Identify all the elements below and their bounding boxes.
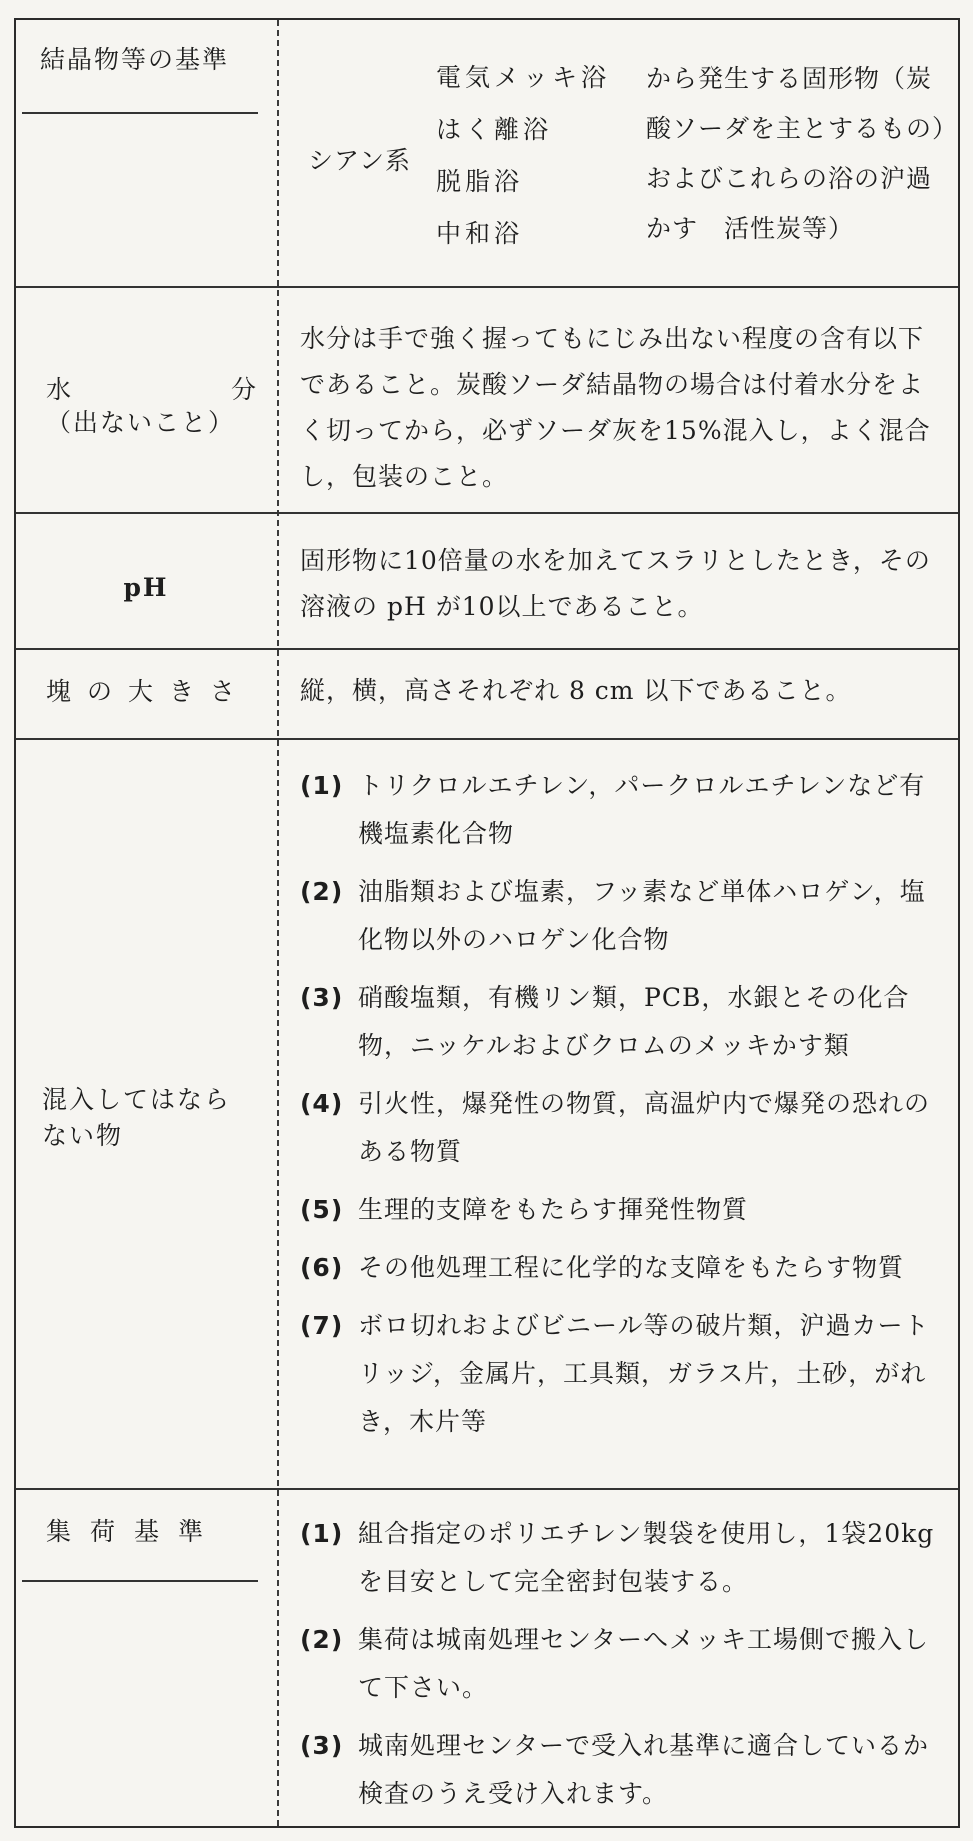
row-label-ph: pH	[123, 573, 169, 602]
size-text: 縦，横，高さそれぞれ 8 cm 以下であること。	[300, 676, 852, 705]
item-number: (2)	[300, 877, 344, 906]
moisture-text: 水分は手で強く握ってもにじみ出ない程度の含有以下であること。炭酸ソーダ結晶物の場合は付着水分をよく切ってから，必ずソーダ灰を15%混入し，よく混合し，包装のこと。	[300, 324, 931, 491]
list-item	[300, 762, 950, 858]
list-item	[300, 1722, 950, 1818]
list-item	[300, 1244, 950, 1292]
row-label-size: 塊の大きさ	[46, 677, 252, 706]
moisture-label-right: 分	[230, 375, 258, 404]
prohibited-list	[300, 762, 950, 1456]
bath-electroplating: 電気メッキ浴	[436, 63, 611, 92]
item-text: 生理的支障をもたらす揮発性物質	[358, 1195, 749, 1224]
row-divider	[16, 648, 958, 650]
collection-list	[300, 1510, 950, 1828]
item-number: (2)	[300, 1625, 344, 1654]
item-number: (6)	[300, 1253, 344, 1282]
row-label-moisture	[46, 374, 258, 439]
bath-stripping: はく離浴	[436, 115, 553, 144]
moisture-label-left: 水	[46, 375, 74, 404]
standards-table	[14, 18, 960, 1828]
item-number: (3)	[300, 1731, 344, 1760]
ph-text: 固形物に10倍量の水を加えてスラリとしたとき，その溶液の pH が10以上であること。	[300, 546, 931, 621]
bath-neutralizing: 中和浴	[436, 219, 524, 248]
item-text: ボロ切れおよびビニール等の破片類，沪過カートリッジ，金属片，工具類，ガラス片，土砂，がれき，木片等	[358, 1311, 930, 1436]
item-text: トリクロルエチレン，パークロルエチレンなど有機塩素化合物	[358, 771, 926, 848]
row-divider	[16, 286, 958, 288]
item-number: (1)	[300, 1519, 344, 1548]
item-number: (3)	[300, 983, 344, 1012]
bath-degreasing: 脱脂浴	[436, 167, 524, 196]
item-number: (7)	[300, 1311, 344, 1340]
item-text: 硝酸塩類，有機リン類，PCB，水銀とその化合物，ニッケルおよびクロムのメッキかす類	[358, 983, 910, 1060]
moisture-label-sub: （出ないこと）	[46, 407, 236, 437]
item-text: 引火性，爆発性の物質，高温炉内で爆発の恐れのある物質	[358, 1089, 931, 1166]
item-text: 油脂類および塩素，フッ素など単体ハロゲン，塩化物以外のハロゲン化合物	[358, 877, 926, 954]
column-divider	[277, 20, 279, 1826]
row-label-collection: 集荷基準	[46, 1517, 223, 1546]
list-item	[300, 974, 950, 1070]
label-underline-collection	[22, 1580, 258, 1582]
row-label-crystal: 結晶物等の基準	[40, 45, 230, 74]
item-number: (4)	[300, 1089, 344, 1118]
bath-list	[436, 52, 636, 260]
list-item	[300, 1302, 950, 1446]
row-divider	[16, 738, 958, 740]
row-divider	[16, 1488, 958, 1490]
crystal-description: から発生する固形物（炭酸ソーダを主とするもの）およびこれらの浴の沪過かす 活性炭等）	[646, 64, 946, 243]
item-number: (1)	[300, 771, 344, 800]
item-text: 城南処理センターで受入れ基準に適合しているか検査のうえ受け入れます。	[358, 1731, 930, 1808]
cyan-label: シアン系	[308, 146, 412, 175]
list-item	[300, 1616, 950, 1712]
list-item	[300, 1186, 950, 1234]
list-item	[300, 1510, 950, 1606]
item-number: (5)	[300, 1195, 344, 1224]
list-item	[300, 1080, 950, 1176]
item-text: 組合指定のポリエチレン製袋を使用し，1袋20kg を目安として完全密封包装する。	[358, 1519, 935, 1596]
item-text: 集荷は城南処理センターへメッキ工場側で搬入して下さい。	[358, 1625, 930, 1702]
item-text: その他処理工程に化学的な支障をもたらす物質	[358, 1253, 905, 1282]
label-underline-crystal	[22, 112, 258, 114]
row-divider	[16, 512, 958, 514]
row-label-prohibited: 混入してはならない物	[42, 1085, 232, 1150]
list-item	[300, 868, 950, 964]
